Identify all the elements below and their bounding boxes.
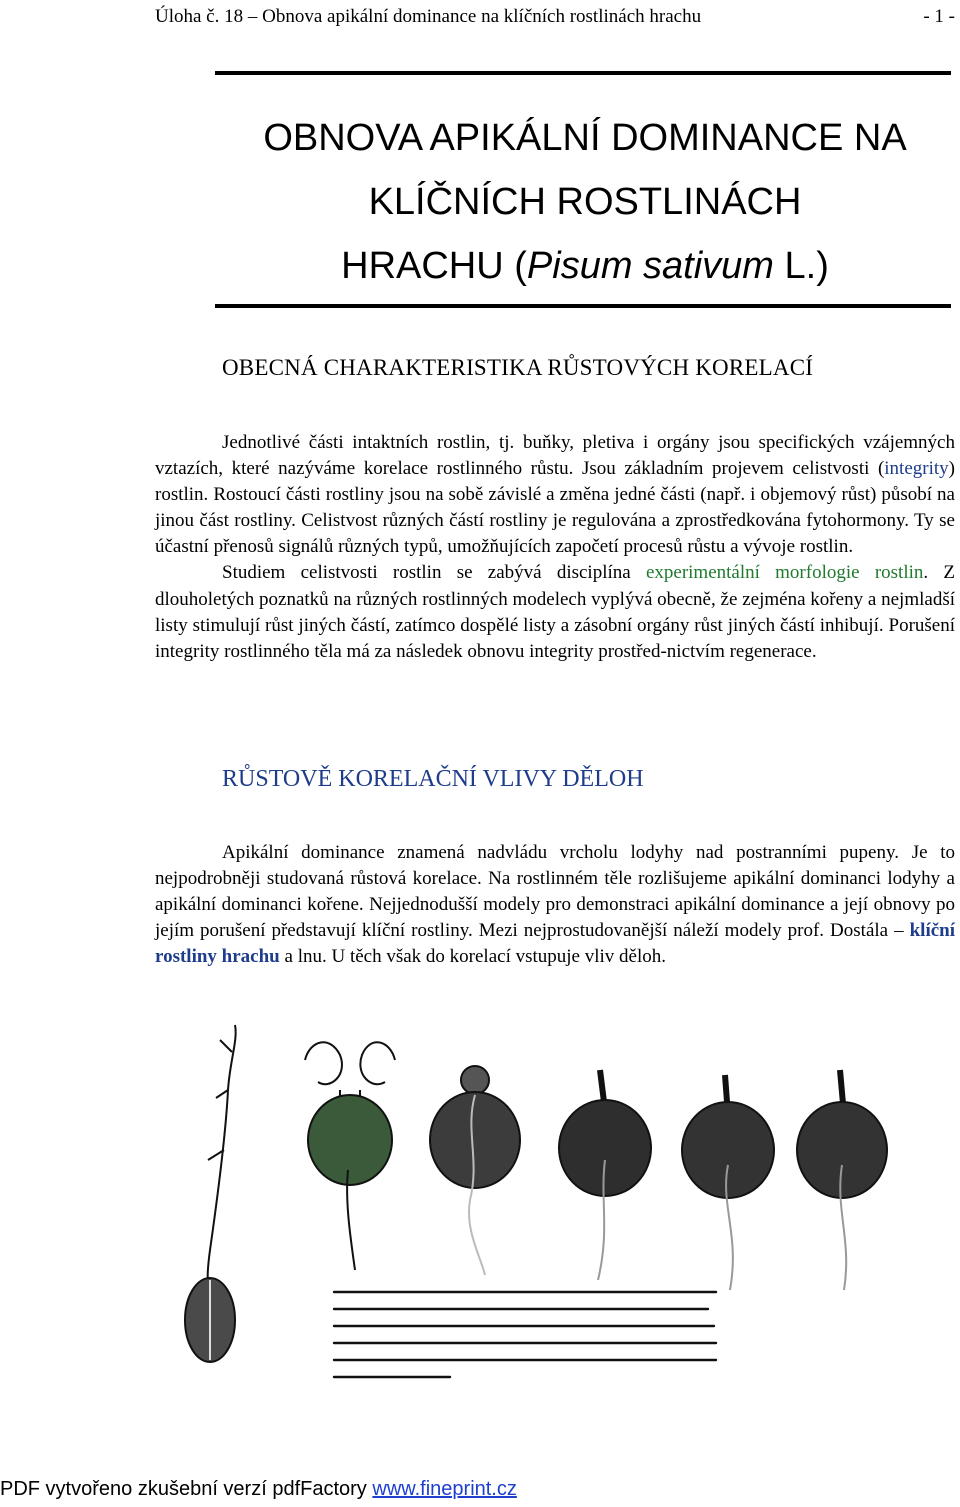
figure-caption — [330, 1282, 720, 1390]
title-rule-top — [215, 71, 951, 75]
term-integrity: integrity — [884, 458, 949, 480]
term-pea-seedlings: klíční rostliny hrachu — [155, 920, 955, 968]
title-line-3-post: L.) — [773, 245, 829, 287]
paragraph — [155, 840, 955, 970]
section-heading-general: OBECNÁ CHARAKTERISTIKA RŮSTOVÝCH KORELACÍ — [222, 355, 814, 380]
seedling-d — [559, 1070, 651, 1280]
title-species: Pisum sativum — [526, 245, 774, 287]
title-line-2: KLÍČNÍCH ROSTLINÁCH — [368, 181, 802, 223]
title-line-3 — [210, 234, 960, 298]
page-number: - 1 - — [923, 6, 955, 27]
text-run: Apikální dominance znamená nadvládu vrcholu lodyhy nad postranními pupeny. Je to nejpodrobněji studovaná růstová korelace. Na rostlinném těle rozlišujeme apikální dominanci lodyhy a apikální dominanci kořene. Nejjednodušší modely pro demonstraci apikální dominance a její obnovy po jejím porušení představují klíční rostliny. Mezi nejprostudovanější náleží modely prof. Dostála – — [155, 842, 955, 942]
handwritten-caption-image — [330, 1282, 720, 1390]
section-cotyledons-text — [155, 840, 955, 970]
seedling-e — [682, 1075, 774, 1290]
title-line-3-pre: HRACHU ( — [341, 245, 527, 287]
seedling-f — [797, 1070, 887, 1290]
seedling-b — [305, 1042, 395, 1270]
title-line-1: OBNOVA APIKÁLNÍ DOMINANCE NA — [263, 117, 907, 159]
document-title — [210, 106, 960, 298]
section-general-text — [155, 430, 955, 665]
section-heading-cotyledons: RŮSTOVĚ KORELAČNÍ VLIVY DĚLOH — [222, 766, 644, 792]
footer-link[interactable]: www.fineprint.cz — [372, 1478, 517, 1500]
term-experimental-morphology: experimentální morfologie rostlin — [645, 562, 924, 584]
seedling-a — [185, 1025, 236, 1362]
title-rule-bottom — [215, 304, 951, 308]
text-run: Jednotlivé části intaktních rostlin, tj. buňky, pletiva i orgány jsou specifických vzájemných vztazích, které nazýváme korelace rostlinného růstu. Jsou základním projevem celistvosti ( — [155, 432, 955, 480]
footer-text: PDF vytvořeno zkušební verzí pdfFactory — [0, 1478, 373, 1500]
text-run: Studiem celistvosti rostlin se zabývá disciplína — [222, 562, 646, 584]
text-run: . Z dlouholetých poznatků na různých rostlinných modelech vyplývá obecně, že zejména kořeny a nejmladší listy stimulují růst jiných částí, zatímco dospělé listy a zásobní orgány růst jiných částí inhibují. Porušení integrity rostlinného těla má za následek obnovu integrity prostřed-nictvím regenerace. — [155, 562, 955, 662]
seedling-c — [430, 1066, 520, 1275]
text-run: ) rostlin. Rostoucí části rostliny jsou na sobě závislé a změna jedné části (např. i objemový růst) působí na jinou část rostliny. Celistvost různých částí rostliny je regulována a zprostředkována fytohormony. Ty se účastní přenosů signálů různých typů, umožňujících započetí procesů růstu a vývoje rostlin. — [155, 458, 955, 558]
paragraph — [155, 560, 955, 664]
paragraph — [155, 430, 955, 560]
pdf-footer — [0, 1478, 517, 1501]
text-run: a lnu. U těch však do korelací vstupuje vliv děloh. — [279, 946, 667, 968]
header-title: Úloha č. 18 – Obnova apikální dominance na klíčních rostlinách hrachu — [155, 6, 702, 27]
page-header — [155, 6, 955, 28]
